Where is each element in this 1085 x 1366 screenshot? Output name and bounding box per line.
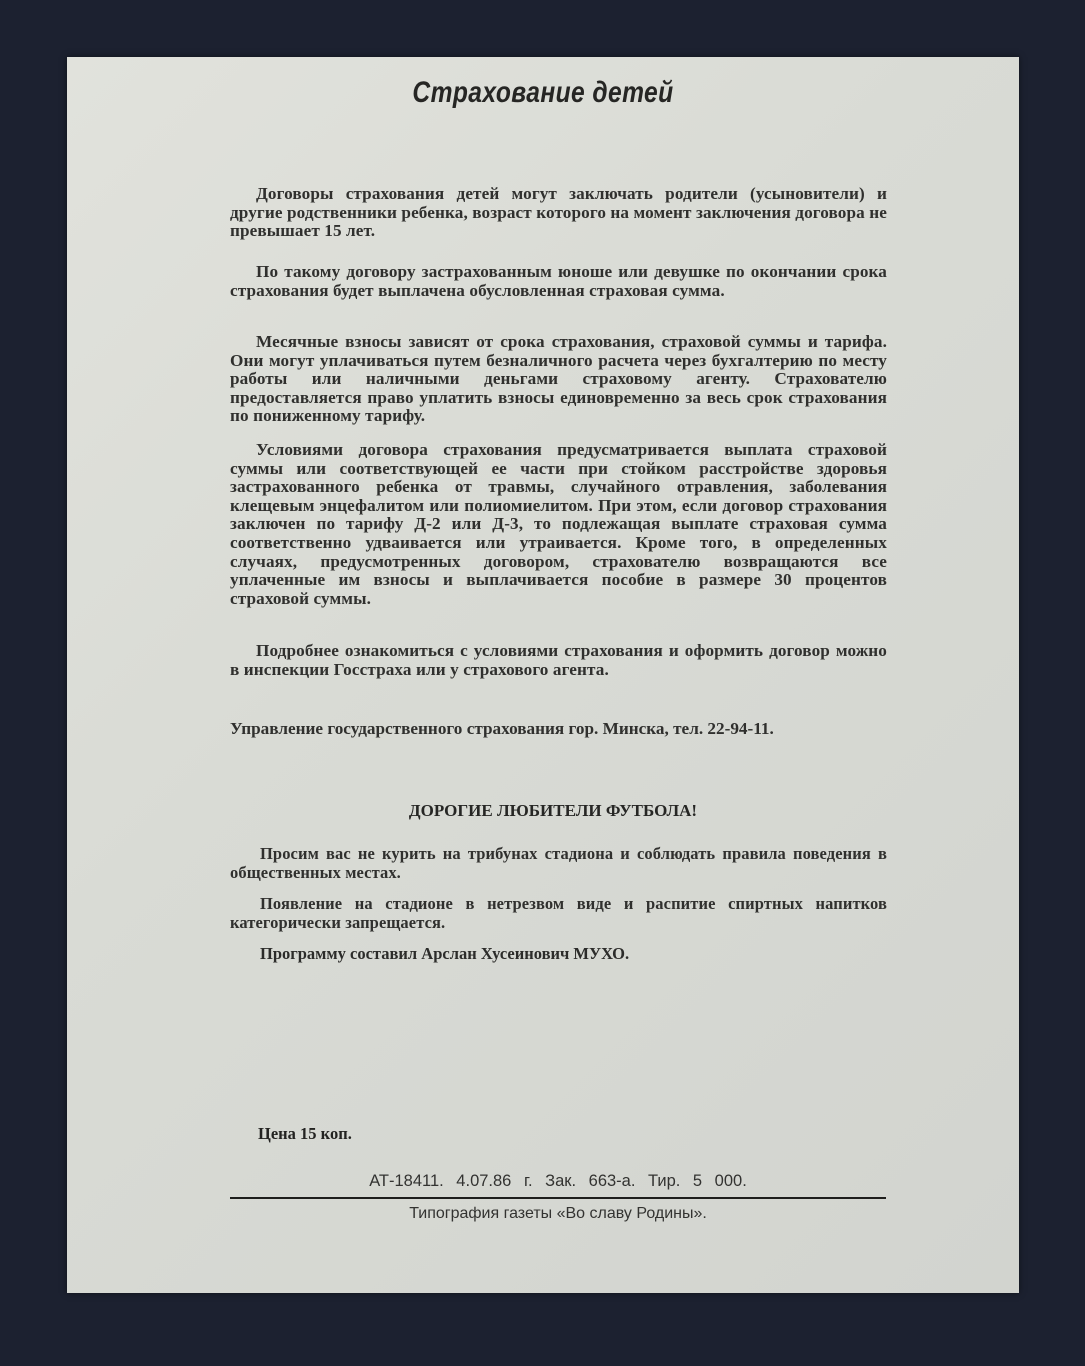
insurance-paragraph-5: Подробнее ознакомиться с условиями страхования и оформить договор можно в инспекции Госстраха или у страхового агента. xyxy=(230,641,887,679)
insurance-paragraph-4: Условиями договора страхования предусматривается выплата страховой суммы или соответствующей ее части при стойком расстройстве здоровья застрахованного ребенка от травмы, случайного отравления, заболевания клещевым энцефалитом или полиомиелитом. При этом, если договор страхования заключен по тарифу Д-2 или Д-3, то подлежащая выплате страховая сумма соответственно удваивается или утраивается. Кроме того, в определенных случаях, предусмотренных договором, страхователю возвращаются все уплаченные им взносы и выплачивается пособие в размере 30 процентов страховой суммы. xyxy=(230,440,887,608)
insurance-paragraph-1: Договоры страхования детей могут заключать родители (усыновители) и другие родственники ребенка, возраст которого на момент заключения договора не превышает 15 лет. xyxy=(230,184,887,241)
document-title: Страхование детей xyxy=(412,76,674,109)
football-paragraph-2: Появление на стадионе в нетрезвом виде и распитие спиртных напитков категорически запрещается. xyxy=(230,894,887,932)
insurance-office-signature: Управление государственного страхования гор. Минска, тел. 22-94-11. xyxy=(230,719,774,738)
program-author: Программу составил Арслан Хусеинович МУХО. xyxy=(260,944,630,963)
imprint-divider xyxy=(230,1197,886,1199)
insurance-paragraph-3: Месячные взносы зависят от срока страхования, страховой суммы и тарифа. Они могут уплачиваться путем безналичного расчета через бухгалтерию по месту работы или наличными деньгами страховому агенту. Страхователю предоставляется право уплатить взносы единовременно за весь срок страхования по пониженному тарифу. xyxy=(230,332,887,426)
insurance-paragraph-2: По такому договору застрахованным юноше или девушке по окончании срока страхования будет выплачена обусловленная страховая сумма. xyxy=(230,262,887,300)
football-fans-heading: ДОРОГИЕ ЛЮБИТЕЛИ ФУТБОЛА! xyxy=(408,801,698,820)
imprint-line: АТ-18411. 4.07.86 г. Зак. 663-а. Тир. 5 000. xyxy=(369,1172,747,1190)
printer-line: Типография газеты «Во славу Родины». xyxy=(409,1205,707,1222)
price-label: Цена 15 коп. xyxy=(258,1124,352,1143)
football-paragraph-1: Просим вас не курить на трибунах стадиона и соблюдать правила поведения в общественных местах. xyxy=(230,844,887,882)
